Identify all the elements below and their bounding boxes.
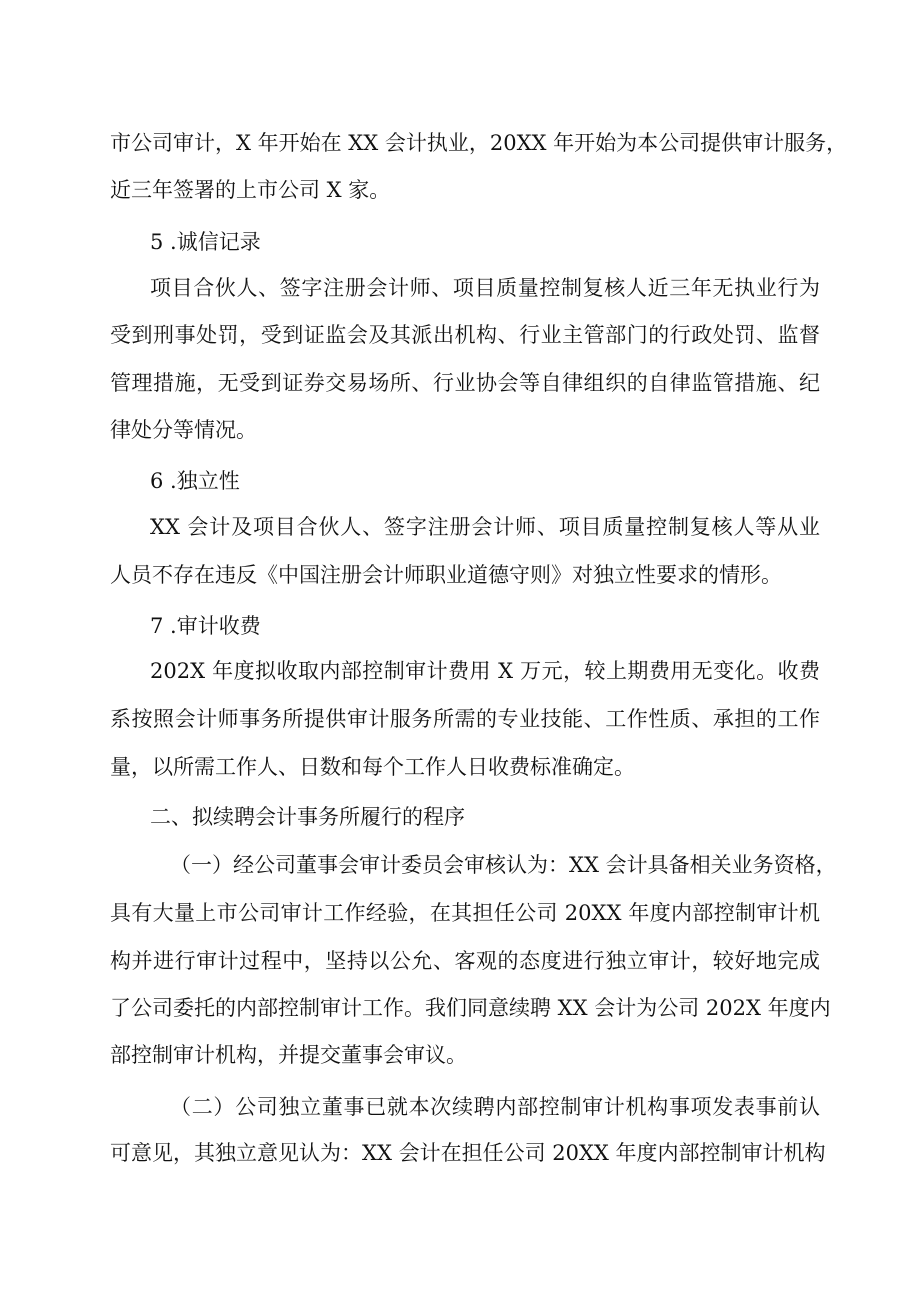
paragraph-4-line-1: 202X 年度拟收取内部控制审计费用 X 万元，较上期费用无变化。收费 [150,659,820,683]
paragraph-5-line-5: 部控制审计机构，并提交董事会审议。 [110,1043,467,1067]
paragraph-6-line-2: 可意见，其独立意见认为：XX 会计在担任公司 20XX 年度内部控制审计机构 [110,1141,826,1165]
paragraph-2-line-1: 项目合伙人、签字注册会计师、项目质量控制复核人近三年无执业行为 [150,276,820,300]
paragraph-2-line-4: 律处分等情况。 [110,418,257,442]
heading-independence: 6 .独立性 [150,469,240,493]
paragraph-6-line-1: （二）公司独立董事已就本次续聘内部控制审计机构事项发表事前认 [170,1095,820,1119]
paragraph-3-line-2: 人员不存在违反《中国注册会计师职业道德守则》对独立性要求的情形。 [110,563,782,587]
paragraph-2-line-2: 受到刑事处罚，受到证监会及其派出机构、行业主管部门的行政处罚、监督 [110,323,820,347]
paragraph-3-line-1: XX 会计及项目合伙人、签字注册会计师、项目质量控制复核人等从业 [150,515,820,539]
heading-audit-fees: 7 .审计收费 [150,614,261,638]
paragraph-5-line-4: 了公司委托的内部控制审计工作。我们同意续聘 XX 会计为公司 202X 年度内 [110,996,831,1020]
paragraph-5-line-1: （一）经公司董事会审计委员会审核认为：XX 会计具备相关业务资格， [170,853,837,877]
paragraph-5-line-2: 具有大量上市公司审计工作经验，在其担任公司 20XX 年度内部控制审计机 [110,901,820,925]
paragraph-1-line-1: 市公司审计，X 年开始在 XX 会计执业，20XX 年开始为本公司提供审计服务， [110,131,848,155]
section-2-heading: 二、拟续聘会计事务所履行的程序 [150,805,465,829]
heading-integrity-record: 5 .诚信记录 [150,230,261,254]
paragraph-1-line-2: 近三年签署的上市公司 X 家。 [110,178,391,202]
paragraph-4-line-2: 系按照会计师事务所提供审计服务所需的专业技能、工作性质、承担的工作 [110,707,820,731]
paragraph-2-line-3: 管理措施，无受到证券交易场所、行业协会等自律组织的自律监管措施、纪 [110,371,820,395]
paragraph-5-line-3: 构并进行审计过程中，坚持以公允、客观的态度进行独立审计，较好地完成 [110,949,820,973]
paragraph-4-line-3: 量，以所需工作人、日数和每个工作人日收费标准确定。 [110,755,635,779]
